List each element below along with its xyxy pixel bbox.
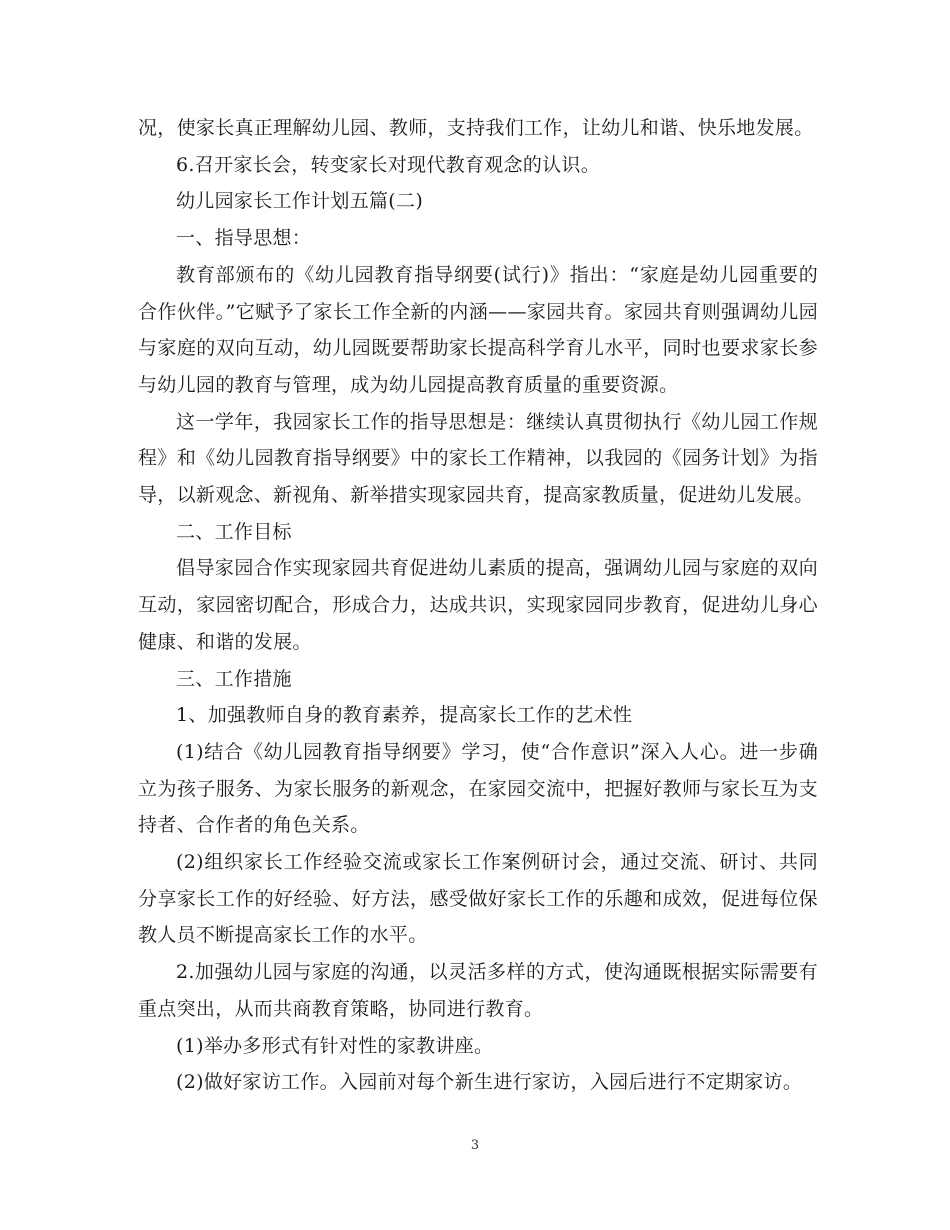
document-body bbox=[138, 110, 818, 1101]
paragraph: 这一学年，我园家长工作的指导思想是：继续认真贯彻执行《幼儿园工作规程》和《幼儿园教育指导纲要》中的家长工作精神，以我园的《园务计划》为指导，以新观念、新视角、新举措实现家园共育，提高家教质量，促进幼儿发展。 bbox=[138, 410, 818, 507]
paragraph: 况，使家长真正理解幼儿园、教师，支持我们工作，让幼儿和谐、快乐地发展。 bbox=[138, 117, 814, 139]
paragraph: (2)做好家访工作。入园前对每个新生进行家访，入园后进行不定期家访。 bbox=[176, 1071, 803, 1094]
paragraph: 教育部颁布的《幼儿园教育指导纲要(试行)》指出：“家庭是幼儿园重要的合作伙伴。”它赋予了家长工作全新的内涵——家园共育。家园共育则强调幼儿园与家庭的双向互动，幼儿园既要帮助家长提高科学育儿水平，同时也要求家长参与幼儿园的教育与管理，成为幼儿园提高教育质量的重要资源。 bbox=[138, 263, 818, 396]
section-heading: 二、工作目标 bbox=[176, 520, 292, 543]
section-heading: 三、工作措施 bbox=[176, 667, 292, 690]
paragraph: 倡导家园合作实现家园共育促进幼儿素质的提高，强调幼儿园与家庭的双向互动，家园密切配合，形成合力，达成共识，实现家园同步教育，促进幼儿身心健康、和谐的发展。 bbox=[138, 557, 818, 653]
page-number: 3 bbox=[470, 1138, 480, 1153]
section-heading: 一、指导思想： bbox=[176, 227, 312, 250]
paragraph: 6.召开家长会，转变家长对现代教育观念的认识。 bbox=[176, 153, 601, 176]
subsection-heading: 1、加强教师自身的教育素养，提高家长工作的艺术性 bbox=[176, 704, 633, 727]
paragraph: (1)举办多形式有针对性的家教讲座。 bbox=[176, 1034, 494, 1057]
paragraph: (1)结合《幼儿园教育指导纲要》学习，使“合作意识”深入人心。进一步确立为孩子服务、为家长服务的新观念，在家园交流中，把握好教师与家长互为支持者、合作者的角色关系。 bbox=[138, 740, 818, 837]
section-title: 幼儿园家长工作计划五篇(二) bbox=[176, 190, 424, 213]
paragraph: (2)组织家长工作经验交流或家长工作案例研讨会，通过交流、研讨、共同分享家长工作的好经验、好方法，感受做好家长工作的乐趣和成效，促进每位保教人员不断提高家长工作的水平。 bbox=[138, 851, 818, 947]
subsection-heading: 2.加强幼儿园与家庭的沟通，以灵活多样的方式，使沟通既根据实际需要有重点突出，从而共商教育策略，协同进行教育。 bbox=[138, 961, 818, 1020]
